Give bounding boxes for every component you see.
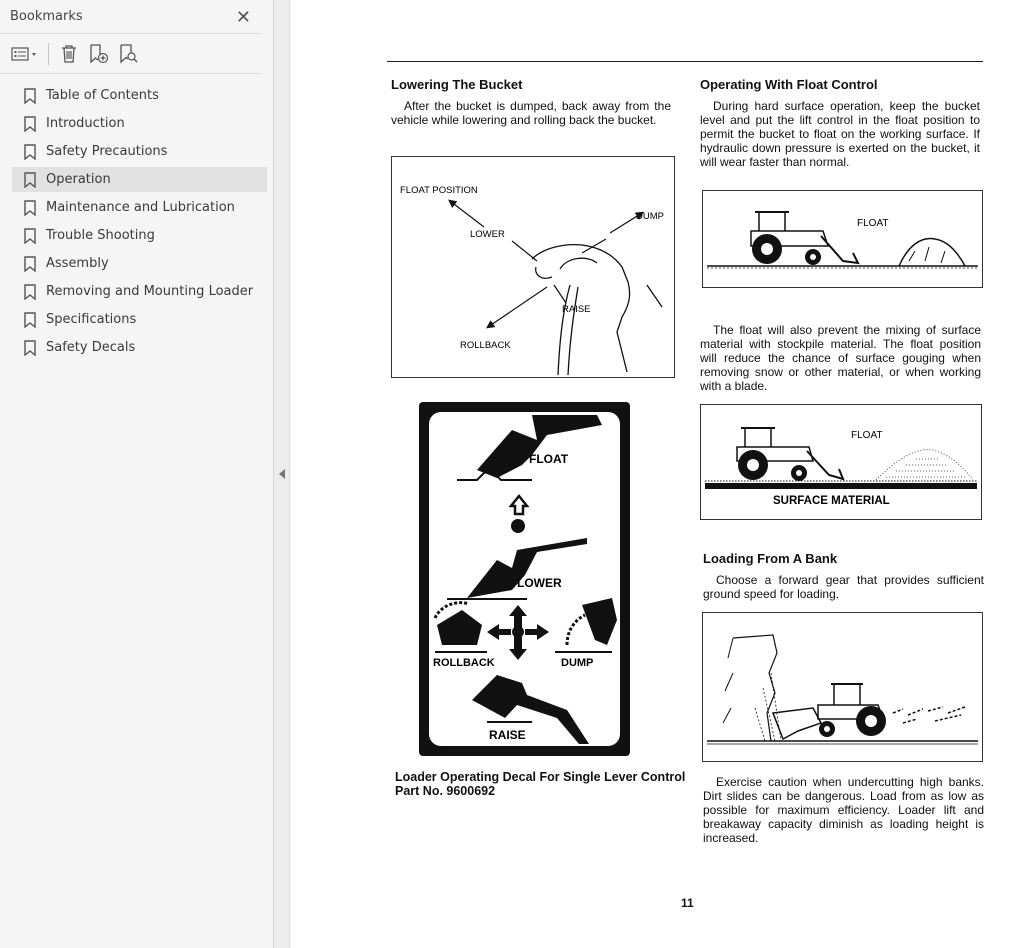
bookmark-label: Introduction <box>46 116 125 131</box>
tractor-surface-illustration <box>701 405 981 519</box>
label-rollback: ROLLBACK <box>460 340 511 351</box>
operating-decal <box>417 400 632 758</box>
heading-float-control: Operating With Float Control <box>700 77 878 92</box>
decal-illustration <box>417 400 632 758</box>
decal-dump-label: DUMP <box>561 657 594 669</box>
trash-icon <box>60 44 78 64</box>
list-options-icon <box>11 46 39 62</box>
top-rule <box>387 61 983 62</box>
paragraph-bank-1: Choose a forward gear that provides sufficient ground speed for loading. <box>703 573 984 601</box>
bookmark-label: Specifications <box>46 312 137 327</box>
document-page <box>291 0 1024 948</box>
paragraph-float-1: During hard surface operation, keep the bucket level and put the lift control in the float position to permit the bucket to float on the working surface. If hydraulic down pressure is exerted on the bucket, it will wear faster than normal. <box>700 99 980 169</box>
decal-float-label: FLOAT <box>529 452 569 466</box>
bookmark-item[interactable] <box>12 251 267 276</box>
tractor-float-illustration <box>703 191 982 287</box>
label-dump: DUMP <box>636 211 664 222</box>
bookmark-search-icon <box>118 44 140 64</box>
bookmark-label: Safety Decals <box>46 340 136 355</box>
bookmark-item[interactable] <box>12 167 267 192</box>
bookmark-label: Table of Contents <box>46 88 159 103</box>
bookmark-icon <box>24 172 36 188</box>
bookmark-item[interactable] <box>12 195 267 220</box>
bookmark-item[interactable] <box>12 139 267 164</box>
decal-rollback-label: ROLLBACK <box>433 657 495 669</box>
bookmark-icon <box>24 88 36 104</box>
bookmark-label: Removing and Mounting Loader <box>46 284 254 299</box>
collapse-arrow-icon[interactable] <box>279 469 285 479</box>
fig2-float-label: FLOAT <box>851 430 883 441</box>
bookmark-label: Safety Precautions <box>46 144 168 159</box>
bookmark-icon <box>24 116 36 132</box>
bookmark-label: Maintenance and Lubrication <box>46 200 235 215</box>
bookmarks-header <box>0 0 261 34</box>
bookmark-item[interactable] <box>12 307 267 332</box>
heading-lowering-bucket: Lowering The Bucket <box>391 77 523 92</box>
bookmark-item[interactable] <box>12 223 267 248</box>
paragraph-lowering: After the bucket is dumped, back away from the vehicle while lowering and rolling back the bucket. <box>391 99 671 127</box>
label-lower: LOWER <box>470 229 505 240</box>
fig1-float-label: FLOAT <box>857 218 889 229</box>
bookmarks-title: Bookmarks <box>10 9 83 24</box>
options-menu-button[interactable] <box>10 42 40 66</box>
paragraph-float-2: The float will also prevent the mixing of surface material with stockpile material. The float position will reduce the chance of surface gouging when removing snow or other material, or when working with a blade. <box>700 323 981 393</box>
decal-lower-label: LOWER <box>517 576 562 590</box>
float-figure-1 <box>702 190 983 288</box>
bookmarks-panel <box>0 0 274 948</box>
page-number: 11 <box>681 896 694 910</box>
paragraph-bank-2: Exercise caution when undercutting high banks. Dirt slides can be dangerous. Load from as low as possible for maximum efficiency. Loader lift and breakaway capacity diminish as loading height is increased. <box>703 775 984 845</box>
fig2-surface-label: SURFACE MATERIAL <box>773 495 890 507</box>
bookmark-item[interactable] <box>12 335 267 360</box>
lever-positions-illustration <box>392 157 674 377</box>
close-icon[interactable]: ✕ <box>235 6 251 27</box>
bookmark-item[interactable] <box>12 279 267 304</box>
add-bookmark-button[interactable] <box>87 42 111 66</box>
float-figure-2 <box>700 404 982 520</box>
toolbar-separator <box>48 43 49 65</box>
bookmark-label: Operation <box>46 172 111 187</box>
bookmark-icon <box>24 144 36 160</box>
bookmark-icon <box>24 256 36 272</box>
bookmark-icon <box>24 228 36 244</box>
panel-splitter[interactable] <box>274 0 290 948</box>
delete-bookmark-button[interactable] <box>57 42 81 66</box>
bookmark-label: Trouble Shooting <box>46 228 155 243</box>
bookmark-icon <box>24 284 36 300</box>
bookmarks-toolbar <box>0 34 261 74</box>
add-bookmark-icon <box>88 44 110 64</box>
tractor-bank-illustration <box>703 613 982 761</box>
bookmark-properties-button[interactable] <box>117 42 141 66</box>
bookmark-label: Assembly <box>46 256 109 271</box>
lever-diagram <box>391 156 675 378</box>
decal-caption: Loader Operating Decal For Single Lever Control Part No. 9600692 <box>395 770 686 798</box>
heading-loading-bank: Loading From A Bank <box>703 551 838 566</box>
bookmark-icon <box>24 200 36 216</box>
bank-figure <box>702 612 983 762</box>
label-raise: RAISE <box>562 304 591 315</box>
bookmark-item[interactable] <box>12 111 267 136</box>
bookmark-item[interactable] <box>12 83 267 108</box>
bookmark-list <box>0 74 273 360</box>
bookmark-icon <box>24 340 36 356</box>
bookmark-icon <box>24 312 36 328</box>
label-float-position: FLOAT POSITION <box>400 185 478 196</box>
decal-raise-label: RAISE <box>489 728 526 742</box>
